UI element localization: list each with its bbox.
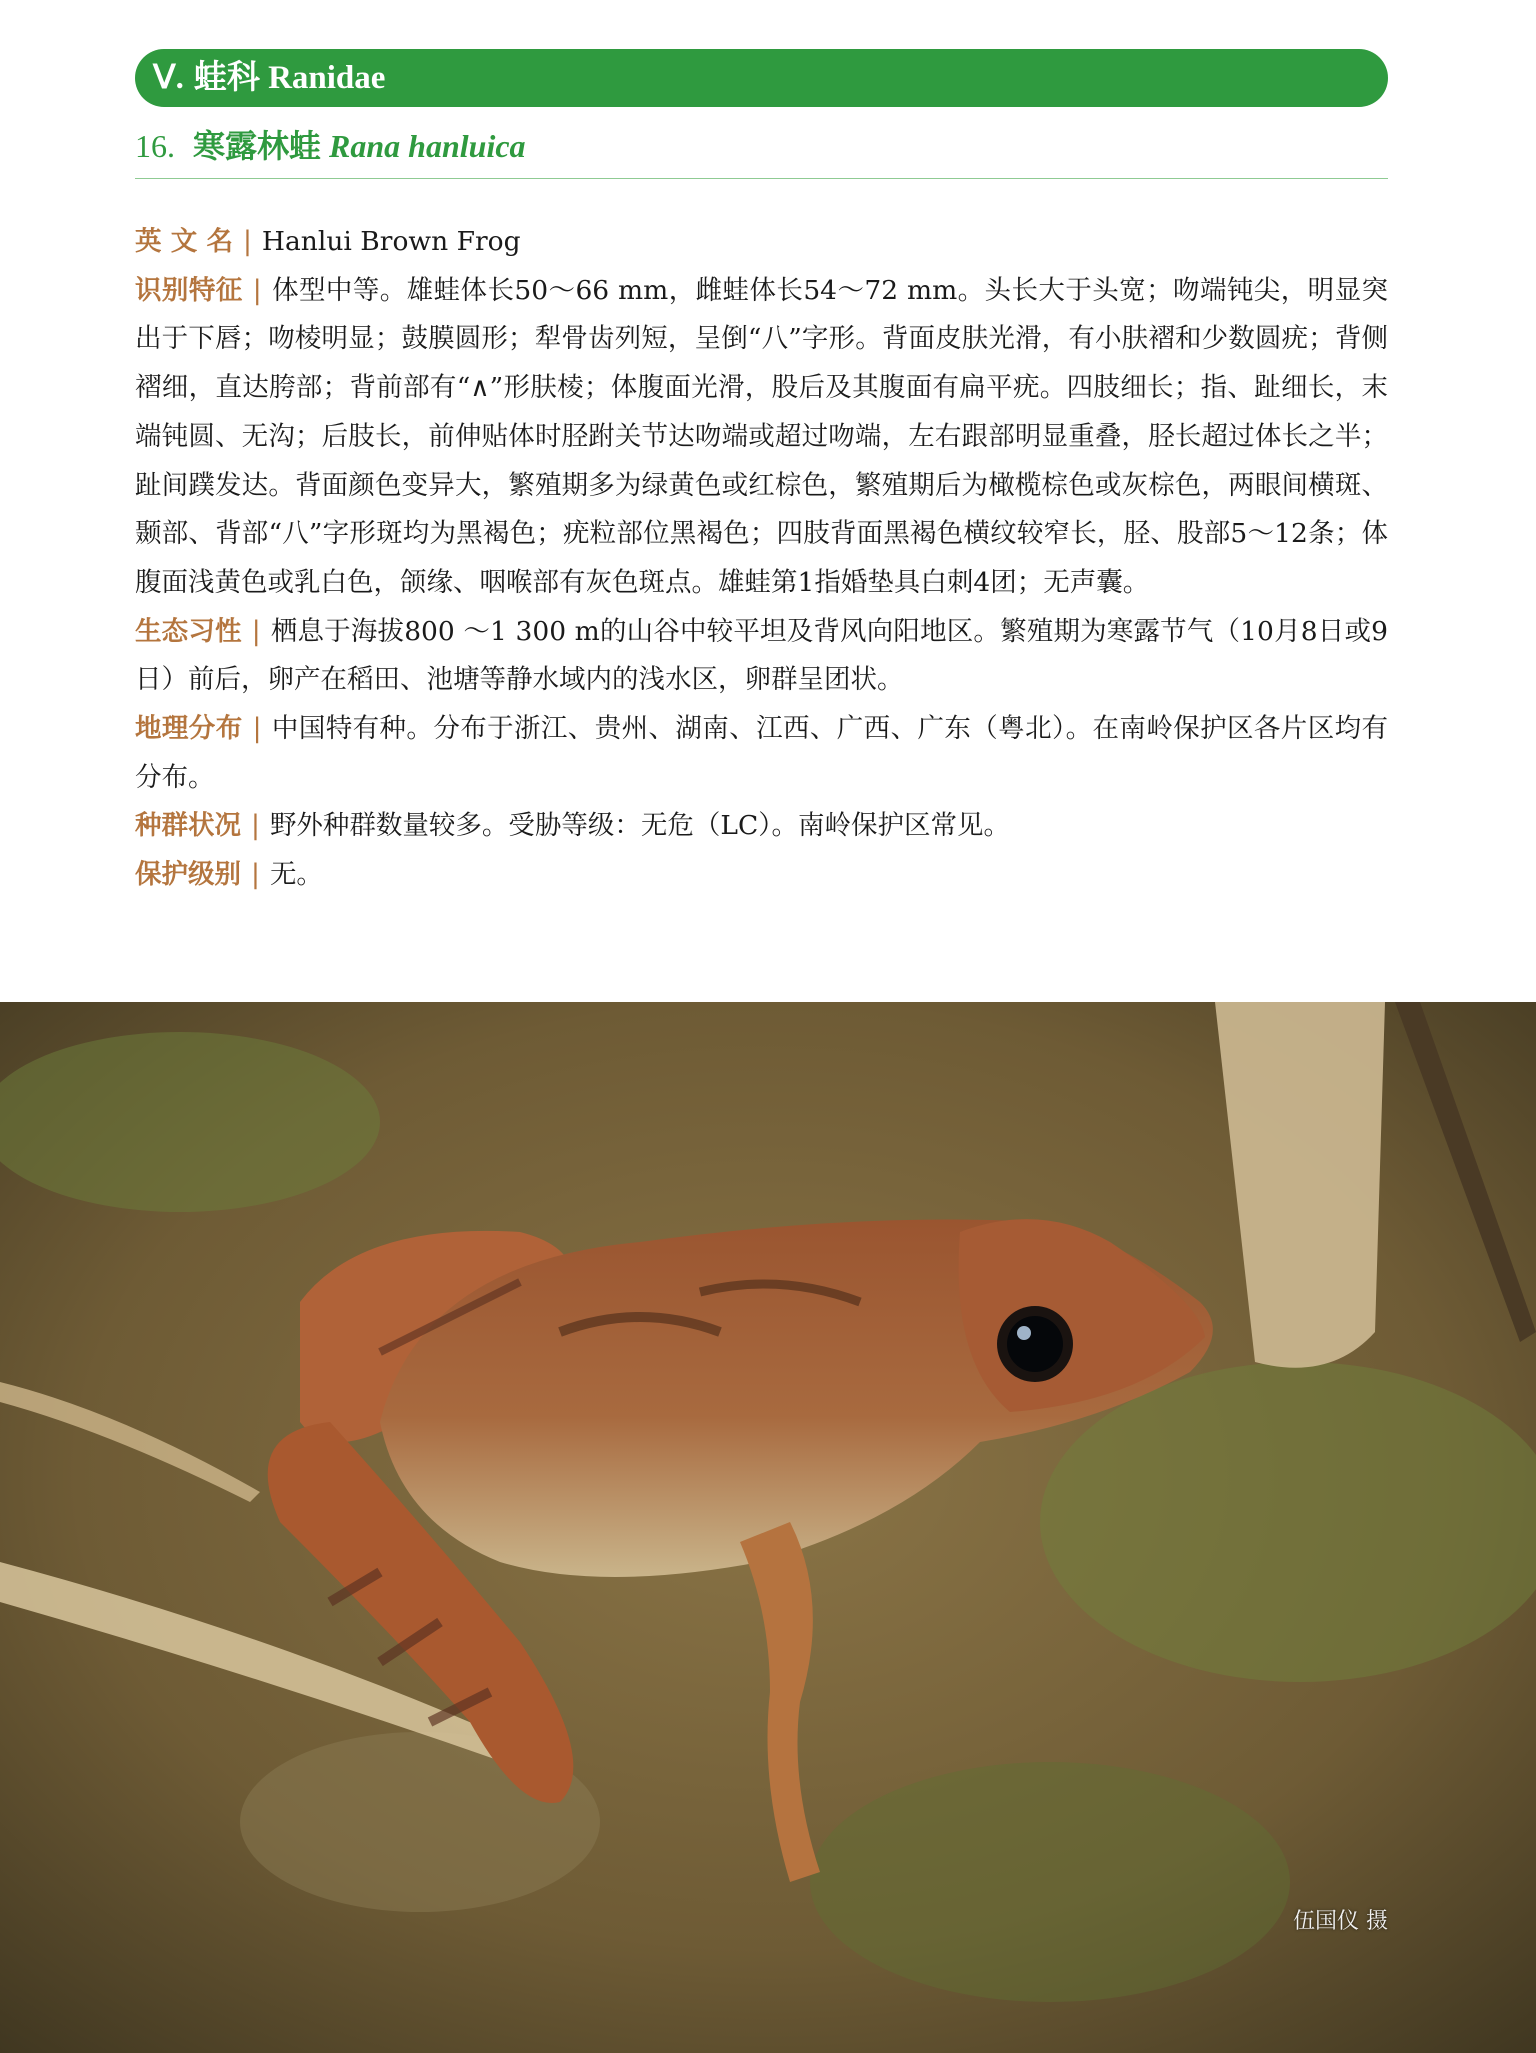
entry-separator: | [252, 274, 262, 306]
frog-illustration [0, 1002, 1536, 2053]
entry-label: 地理分布 [135, 713, 243, 745]
entry-label: 种群状况 [135, 810, 241, 842]
entry-separator: | [242, 226, 252, 257]
entry-label: 保护级别 [135, 859, 241, 891]
entry-text: 野外种群数量较多。受胁等级：无危（LC）。南岭保护区常见。 [269, 810, 1011, 842]
entry-separator: | [251, 810, 260, 842]
entry-english-name [135, 218, 1388, 267]
entry-protection [135, 851, 1388, 900]
entry-distribution [135, 705, 1388, 802]
entry-separator: | [252, 713, 262, 745]
entry-label: 英 文 名 [135, 226, 233, 257]
family-banner [135, 49, 1388, 107]
family-name: 蛙科 Ranidae [193, 60, 386, 96]
entry-ecology [135, 608, 1388, 705]
entry-separator: | [251, 859, 260, 891]
title-divider [135, 178, 1388, 179]
entry-population [135, 802, 1388, 851]
entry-text: Hanlui Brown Frog [261, 226, 521, 257]
entry-label: 生态习性 [135, 615, 242, 647]
photo-credit: 伍国仪 摄 [1293, 1909, 1388, 1934]
species-title [135, 122, 1388, 170]
species-description [135, 218, 1388, 900]
entry-separator: | [251, 615, 261, 647]
species-cn-name: 寒露林蛙 [193, 128, 322, 164]
species-number: 16. [135, 128, 175, 164]
frog-photo [0, 1002, 1536, 2053]
species-sci-name: Rana hanluica [329, 128, 526, 164]
entry-text: 中国特有种。分布于浙江、贵州、湖南、江西、广西、广东（粤北）。在南岭保护区各片区均有分布。 [135, 713, 1389, 793]
entry-text: 无。 [269, 859, 323, 891]
family-numeral: Ⅴ. [153, 60, 184, 96]
entry-text: 栖息于海拔800 ～1 300 m的山谷中较平坦及背风向阳地区。繁殖期为寒露节气（10月8日或9日）前后，卵产在稻田、池塘等静水域内的浅水区，卵群呈团状。 [135, 615, 1388, 696]
entry-identification [135, 267, 1388, 608]
entry-label: 识别特征 [135, 274, 243, 306]
entry-text: 体型中等。雄蛙体长50～66 mm，雌蛙体长54～72 mm。头长大于头宽；吻端钝尖，明显突出于下唇；吻棱明显；鼓膜圆形；犁骨齿列短，呈倒“八”字形。背面皮肤光滑，有小肤褶和少数圆疣；背侧褶细，直达胯部；背前部有“∧”形肤棱；体腹面光滑，股后及其腹面有扁平疣。四肢细长；指、趾细长，末端钝圆、无沟；后肢长，前伸贴体时胫跗关节达吻端或超过吻端，左右跟部明显重叠，胫长超过体长之半；趾间蹼发达。背面颜色变异大，繁殖期多为绿黄色或红棕色，繁殖期后为橄榄棕色或灰棕色，两眼间横斑、颞部、背部“八”字形斑均为黑褐色；疣粒部位黑褐色；四肢背面黑褐色横纹较窄长，胫、股部5～12条；体腹面浅黄色或乳白色，颌缘、咽喉部有灰色斑点。雄蛙第1指婚垫具白刺4团；无声囊。 [135, 274, 1388, 598]
